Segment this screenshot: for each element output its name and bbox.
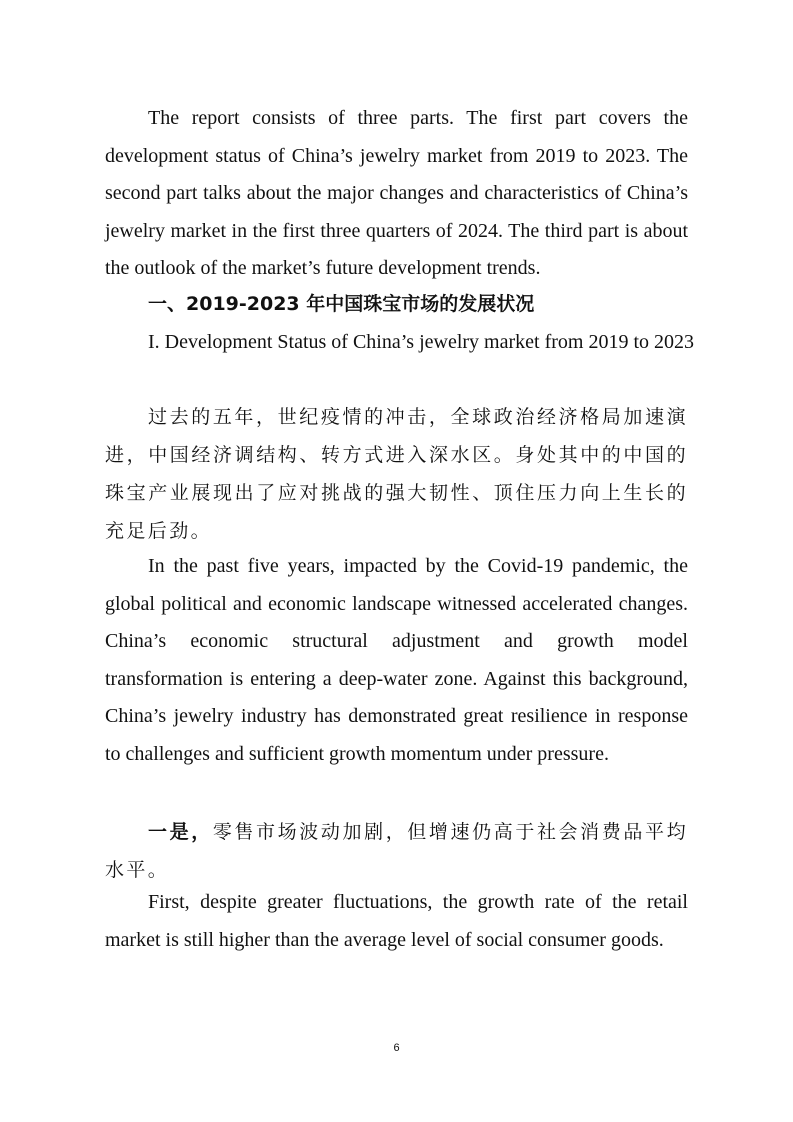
- point-one-en: First, despite greater fluctuations, the growth rate of the retail market is still higher than the average level of social consumer goods.: [105, 891, 688, 951]
- point-one-cn: [105, 813, 688, 889]
- point-one-text: 零售市场波动加剧，但增速仍高于社会消费品平均水平。: [105, 821, 688, 881]
- section-heading-en: I. Development Status of China’s jewelry market from 2019 to 2023: [148, 331, 695, 353]
- intro-paragraph: The report consists of three parts. The first part covers the development status of China’s jewelry market from 2019 to 2023. The second part talks about the major changes and characteristics of China’s jewelry market in the first three quarters of 2024. The third part is about the outlook of the market’s future development trends.: [105, 107, 688, 279]
- section-heading-cn: 一、2019-2023 年中国珠宝市场的发展状况: [148, 293, 535, 315]
- paragraph-cn-1: 过去的五年，世纪疫情的冲击，全球政治经济格局加速演进，中国经济调结构、转方式进入深水区。身处其中的中国的珠宝产业展现出了应对挑战的强大韧性、顶住压力向上生长的充足后劲。: [105, 406, 688, 542]
- page-number: 6: [393, 1042, 400, 1054]
- point-one-lead: 一是，: [148, 821, 213, 843]
- paragraph-en-1: In the past five years, impacted by the Covid-19 pandemic, the global political and economic landscape witnessed accelerated changes. China’s economic structural adjustment and growth model transformation is entering a deep-water zone. Against this background, China’s jewelry industry has demonstrated great resilience in response to challenges and sufficient growth momentum under pressure.: [105, 555, 688, 765]
